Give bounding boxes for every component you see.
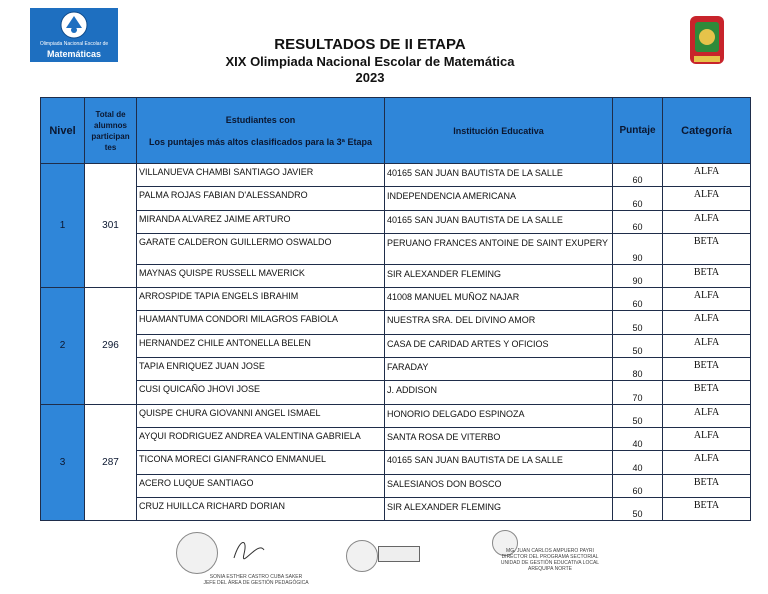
score-cell: 60 (613, 474, 663, 497)
student-name-cell: QUISPE CHURA GIOVANNI ANGEL ISMAEL (137, 404, 385, 427)
official-seal-2 (346, 540, 378, 572)
institution-cell: J. ADDISON (385, 381, 613, 404)
score-cell: 60 (613, 288, 663, 311)
header-institucion: Institución Educativa (385, 98, 613, 164)
header-nivel: Nivel (41, 98, 85, 164)
category-cell: BETA (663, 264, 751, 287)
institution-cell: HONORIO DELGADO ESPINOZA (385, 404, 613, 427)
category-cell: BETA (663, 381, 751, 404)
institution-cell: 41008 MANUEL MUÑOZ NAJAR (385, 288, 613, 311)
nivel-cell: 2 (41, 288, 85, 404)
score-cell: 50 (613, 311, 663, 334)
logo-brand: Matemáticas (46, 49, 102, 59)
institution-cell: 40165 SAN JUAN BAUTISTA DE LA SALLE (385, 210, 613, 233)
footer-signatures (0, 528, 768, 588)
institution-cell: 40165 SAN JUAN BAUTISTA DE LA SALLE (385, 451, 613, 474)
table-row (41, 187, 751, 210)
table-row (41, 497, 751, 520)
official-seal-1 (176, 532, 218, 574)
logo-text: Olimpiada Nacional Escolar de (39, 41, 109, 47)
table-row (41, 451, 751, 474)
signature-3-line3: UNIDAD DE GESTIÓN EDUCATIVA LOCAL (500, 560, 600, 566)
title-block (170, 36, 570, 86)
student-name-cell: ARROSPIDE TAPIA ENGELS IBRAHIM (137, 288, 385, 311)
student-name-cell: GARATE CALDERON GUILLERMO OSWALDO (137, 233, 385, 264)
score-cell: 60 (613, 210, 663, 233)
student-name-cell: PALMA ROJAS FABIAN D'ALESSANDRO (137, 187, 385, 210)
page-year: 2023 (355, 70, 385, 85)
institution-cell: SANTA ROSA DE VITERBO (385, 427, 613, 450)
institution-cell: SIR ALEXANDER FLEMING (385, 264, 613, 287)
student-name-cell: HUAMANTUMA CONDORI MILAGROS FABIOLA (137, 311, 385, 334)
header-total: Total de alumnos participan tes (85, 98, 137, 164)
score-cell: 40 (613, 451, 663, 474)
signature-3-line2: DIRECTOR DEL PROGRAMA SECTORIAL (501, 554, 599, 560)
score-cell: 90 (613, 264, 663, 287)
total-participants-cell: 296 (85, 288, 137, 404)
category-cell: ALFA (663, 187, 751, 210)
category-cell: BETA (663, 497, 751, 520)
category-cell: ALFA (663, 288, 751, 311)
score-cell: 60 (613, 164, 663, 187)
score-cell: 50 (613, 497, 663, 520)
student-name-cell: VILLANUEVA CHAMBI SANTIAGO JAVIER (137, 164, 385, 187)
header-estudiantes-line1: Estudiantes con (225, 114, 296, 125)
table-row (41, 233, 751, 264)
student-name-cell: MIRANDA ALVAREZ JAIME ARTURO (137, 210, 385, 233)
category-cell: BETA (663, 233, 751, 264)
institution-cell: SALESIANOS DON BOSCO (385, 474, 613, 497)
header-estudiantes-line2: Los puntajes más altos clasificados para la 3ª Etapa (149, 136, 372, 147)
category-cell: ALFA (663, 210, 751, 233)
nivel-cell: 1 (41, 164, 85, 288)
category-cell: ALFA (663, 334, 751, 357)
nivel-cell: 3 (41, 404, 85, 520)
table-row (41, 311, 751, 334)
institution-cell: FARADAY (385, 358, 613, 381)
score-cell: 80 (613, 358, 663, 381)
score-cell: 40 (613, 427, 663, 450)
olympiad-logo (30, 8, 118, 62)
table-row (41, 358, 751, 381)
category-cell: BETA (663, 474, 751, 497)
student-name-cell: TAPIA ENRIQUEZ JUAN JOSE (137, 358, 385, 381)
institution-cell: 40165 SAN JUAN BAUTISTA DE LA SALLE (385, 164, 613, 187)
table-row (41, 210, 751, 233)
score-cell: 70 (613, 381, 663, 404)
table-row (41, 474, 751, 497)
student-name-cell: ACERO LUQUE SANTIAGO (137, 474, 385, 497)
institution-cell: CASA DE CARIDAD ARTES Y OFICIOS (385, 334, 613, 357)
table-row (41, 164, 751, 187)
signature-3-line4: AREQUIPA NORTE (528, 566, 572, 572)
table-row (41, 264, 751, 287)
total-participants-cell: 287 (85, 404, 137, 520)
institution-cell: INDEPENDENCIA AMERICANA (385, 187, 613, 210)
institution-cell: PERUANO FRANCES ANTOINE DE SAINT EXUPERY (385, 233, 613, 264)
student-name-cell: MAYNAS QUISPE RUSSELL MAVERICK (137, 264, 385, 287)
category-cell: ALFA (663, 164, 751, 187)
signature-1 (230, 536, 270, 566)
table-row (41, 334, 751, 357)
student-name-cell: TICONA MORECI GIANFRANCO ENMANUEL (137, 451, 385, 474)
signature-3-line1: MG. JUAN CARLOS AMPUERO PAYRI (506, 548, 594, 554)
table-row (41, 288, 751, 311)
student-name-cell: CUSI QUICAÑO JHOVI JOSE (137, 381, 385, 404)
table-row (41, 427, 751, 450)
signature-1-role: JEFE DEL ÁREA DE GESTIÓN PEDAGÓGICA (203, 580, 309, 586)
score-cell: 90 (613, 233, 663, 264)
table-row (41, 404, 751, 427)
student-name-cell: CRUZ HUILLCA RICHARD DORIAN (137, 497, 385, 520)
score-cell: 60 (613, 187, 663, 210)
score-cell: 50 (613, 334, 663, 357)
header-categoria: Categoría (663, 98, 751, 164)
institution-cell: NUESTRA SRA. DEL DIVINO AMOR (385, 311, 613, 334)
score-cell: 50 (613, 404, 663, 427)
page-title: RESULTADOS DE II ETAPA (274, 36, 466, 53)
category-cell: BETA (663, 358, 751, 381)
stamp-2 (378, 546, 420, 562)
total-participants-cell: 301 (85, 164, 137, 288)
signature-1-name: SONIA ESTHER CASTRO CUBA SAKER (209, 574, 303, 580)
results-table (40, 97, 751, 521)
category-cell: ALFA (663, 451, 751, 474)
table-row (41, 381, 751, 404)
header-puntaje: Puntaje (613, 98, 663, 164)
page-subtitle: XIX Olimpiada Nacional Escolar de Matemática (225, 54, 515, 69)
header-estudiantes (137, 98, 385, 164)
institution-cell: SIR ALEXANDER FLEMING (385, 497, 613, 520)
student-name-cell: HERNANDEZ CHILE ANTONELLA BELEN (137, 334, 385, 357)
category-cell: ALFA (663, 427, 751, 450)
category-cell: ALFA (663, 311, 751, 334)
category-cell: ALFA (663, 404, 751, 427)
institution-shield-logo (686, 12, 728, 70)
student-name-cell: AYQUI RODRIGUEZ ANDREA VALENTINA GABRIELA (137, 427, 385, 450)
